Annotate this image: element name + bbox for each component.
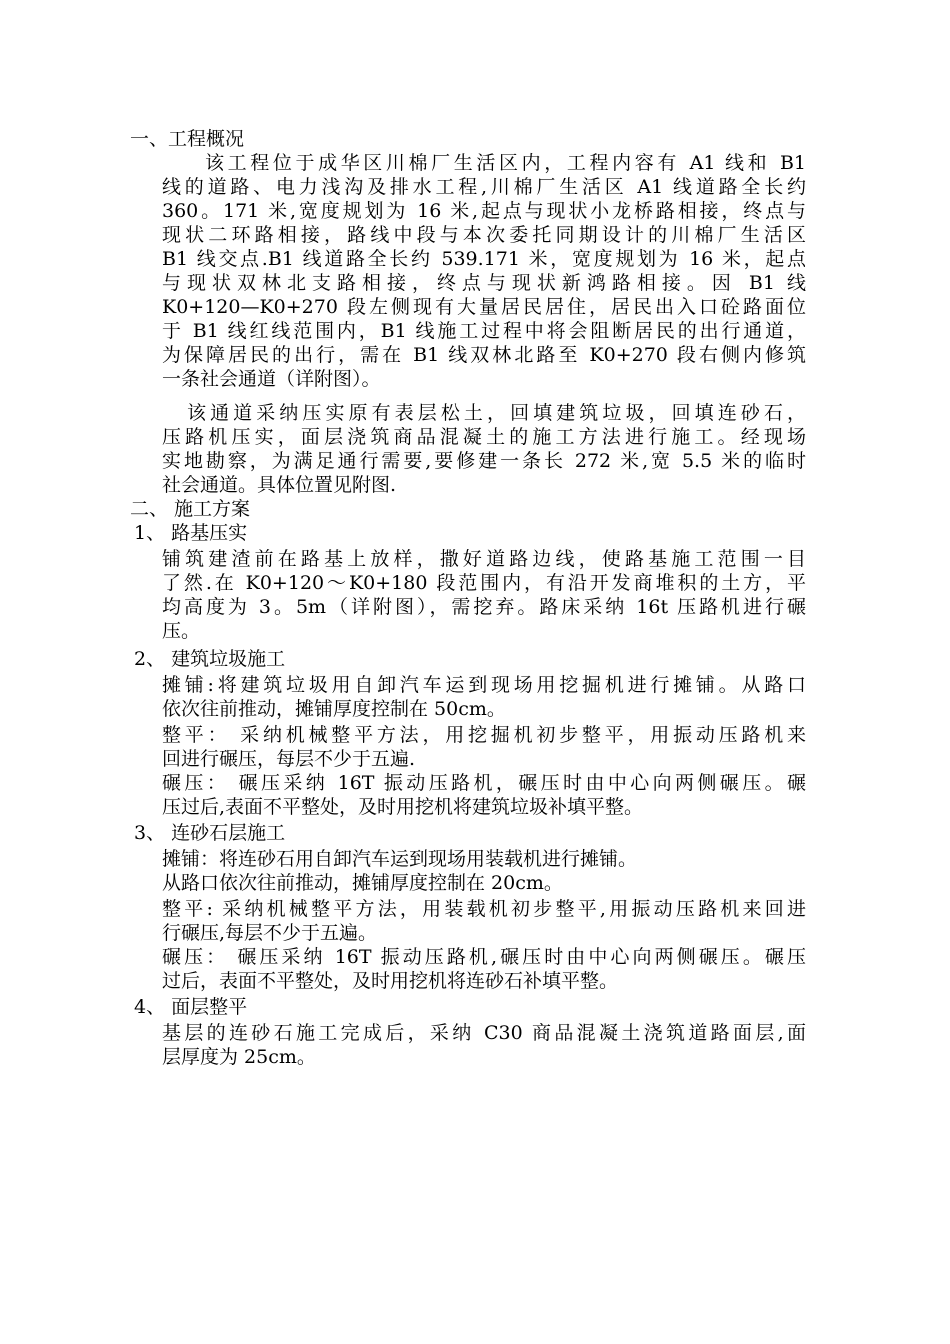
paragraph-line: 现状二环路相接，路线中段与本次委托同期设计的川棉厂生活区 — [162, 224, 806, 246]
paragraph-line: 整平： 采纳机械整平方法，用挖掘机初步整平，用振动压路机来 — [162, 724, 806, 746]
paragraph-line: 从路口依次往前推动，摊铺厚度控制在 20cm。 — [162, 872, 563, 894]
paragraph-line: 社会通道。具体位置见附图. — [162, 474, 397, 496]
paragraph-line: 碾压： 碾压采纳 16T 振动压路机,碾压时由中心向两侧碾压。碾压 — [162, 946, 806, 968]
paragraph-line: K0+120—K0+270 段左侧现有大量居民居住，居民出入口砼路面位 — [162, 296, 806, 318]
subsection-heading: 3、 连砂石层施工 — [134, 822, 286, 844]
section-heading: 一、工程概况 — [130, 128, 245, 150]
paragraph-line: 该工程位于成华区川棉厂生活区内，工程内容有 A1 线和 B1 — [205, 152, 806, 174]
subsection-heading: 2、 建筑垃圾施工 — [134, 648, 286, 670]
section-heading: 二、 施工方案 — [130, 498, 251, 520]
paragraph-line: 该通道采纳压实原有表层松土，回填建筑垃圾，回填连砂石， — [187, 402, 806, 424]
paragraph-line: 回进行碾压，每层不少于五遍. — [162, 748, 416, 770]
paragraph-line: 与现状双林北支路相接，终点与现状新鸿路相接。因 B1 线 — [162, 272, 806, 294]
paragraph-line: 实地勘察，为满足通行需要,要修建一条长 272 米,宽 5.5 米的临时 — [162, 450, 806, 472]
paragraph-line: 摊铺:将建筑垃圾用自卸汽车运到现场用挖掘机进行摊铺。从路口 — [162, 674, 806, 696]
paragraph-line: 线的道路、电力浅沟及排水工程,川棉厂生活区 A1 线道路全长约 — [162, 176, 806, 198]
paragraph-line: 摊铺：将连砂石用自卸汽车运到现场用装载机进行摊铺。 — [162, 848, 638, 870]
paragraph-line: 压。 — [162, 620, 201, 642]
paragraph-line: 360。171 米,宽度规划为 16 米,起点与现状小龙桥路相接，终点与 — [162, 200, 806, 222]
paragraph-line: 铺筑建渣前在路基上放样，撒好道路边线，使路基施工范围一目 — [162, 548, 806, 570]
paragraph-line: 依次往前推动，摊铺厚度控制在 50cm。 — [162, 698, 506, 720]
paragraph-line: 一条社会通道（详附图）。 — [162, 368, 381, 390]
paragraph-line: 压路机压实，面层浇筑商品混凝土的施工方法进行施工。经现场 — [162, 426, 806, 448]
paragraph-line: 碾压： 碾压采纳 16T 振动压路机，碾压时由中心向两侧碾压。碾 — [162, 772, 806, 794]
paragraph-line: 于 B1 线红线范围内，B1 线施工过程中将会阻断居民的出行通道， — [162, 320, 806, 342]
subsection-heading: 4、 面层整平 — [134, 996, 248, 1018]
paragraph-line: 层厚度为 25cm。 — [162, 1046, 316, 1068]
paragraph-line: 整平: 采纳机械整平方法，用装载机初步整平,用振动压路机来回进 — [162, 898, 806, 920]
subsection-heading: 1、 路基压实 — [134, 522, 248, 544]
paragraph-line: B1 线交点.B1 线道路全长约 539.171 米，宽度规划为 16 米，起点 — [162, 248, 806, 270]
paragraph-line: 压过后,表面不平整处，及时用挖机将建筑垃圾补填平整。 — [162, 796, 644, 818]
paragraph-line: 行碾压,每层不少于五遍。 — [162, 922, 378, 944]
paragraph-line: 了然.在 K0+120～K0+180 段范围内，有沿开发商堆积的土方，平 — [162, 572, 806, 594]
paragraph-line: 过后，表面不平整处，及时用挖机将连砂石补填平整。 — [162, 970, 619, 992]
paragraph-line: 基层的连砂石施工完成后，采纳 C30 商品混凝土浇筑道路面层,面 — [162, 1022, 806, 1044]
paragraph-line: 为保障居民的出行，需在 B1 线双林北路至 K0+270 段右侧内修筑 — [162, 344, 806, 366]
paragraph-line: 均高度为 3。5m（详附图），需挖弃。路床采纳 16t 压路机进行碾 — [162, 596, 806, 618]
